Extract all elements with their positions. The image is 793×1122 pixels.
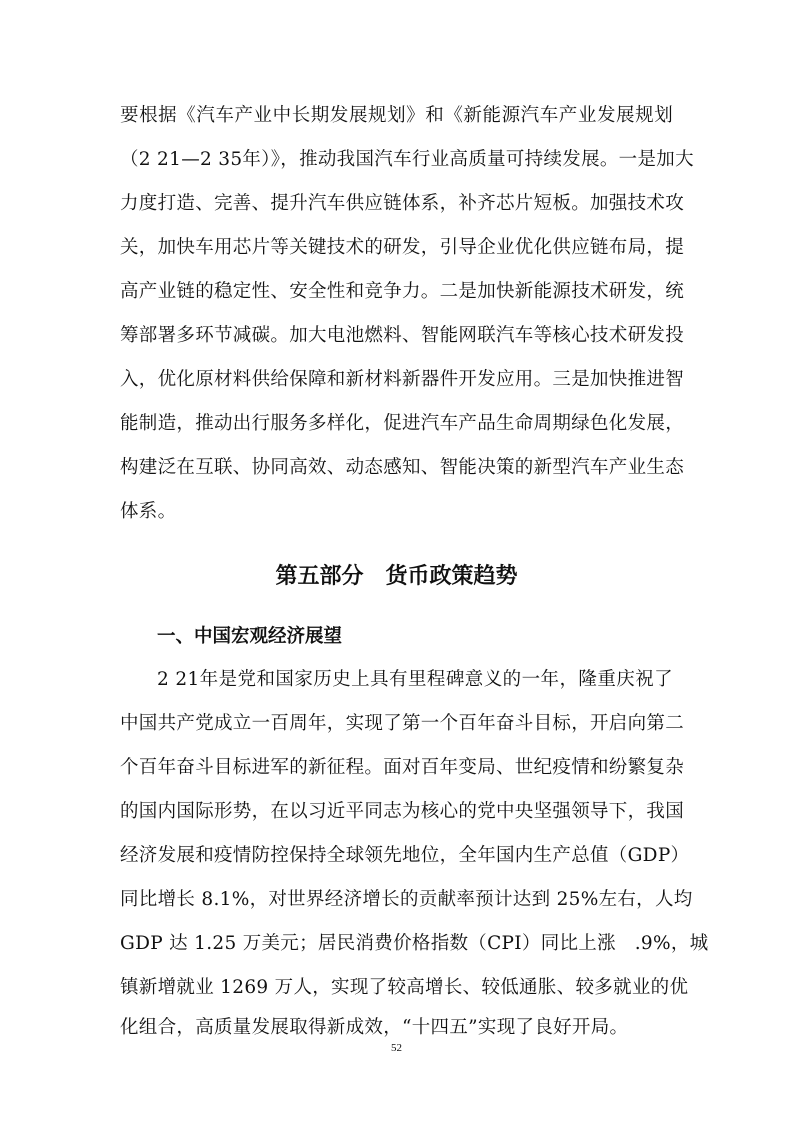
text-line: 镇新增就业 1269 万人，实现了较高增长、较低通胀、较多就业的优 [120,977,689,998]
text-line: 2 21年是党和国家历史上具有里程碑意义的一年，隆重庆祝了 [157,669,673,690]
part-title: 第五部分 货币政策趋势 [275,564,518,589]
text-line: 个百年奋斗目标进军的新征程。面对百年变局、世纪疫情和纷繁复杂 [120,757,685,778]
text-line: 筹部署多环节减碳。加大电池燃料、智能网联汽车等核心技术研发投 [120,325,685,346]
text-line: 构建泛在互联、协同高效、动态感知、智能决策的新型汽车产业生态 [120,457,685,478]
text-line: 体系。 [120,501,177,522]
section-title: 一、中国宏观经济展望 [157,626,343,647]
text-line: 中国共产党成立一百周年，实现了第一个百年奋斗目标，开启向第二 [120,713,685,734]
text-line: 力度打造、完善、提升汽车供应链体系，补齐芯片短板。加强技术攻 [120,193,685,214]
text-line: 化组合，高质量发展取得新成效，“十四五”实现了良好开局。 [120,1017,629,1038]
text-line: 同比增长 8.1%，对世界经济增长的贡献率预计达到 25%左右，人均 [120,889,693,910]
text-line: 的国内国际形势，在以习近平同志为核心的党中央坚强领导下，我国 [120,801,685,822]
text-line: 能制造，推动出行服务多样化，促进汽车产品生命周期绿色化发展， [120,413,685,434]
text-line: 关，加快车用芯片等关键技术的研发，引导企业优化供应链布局，提 [120,237,685,258]
page-number: 52 [391,1042,402,1054]
text-line: GDP 达 1.25 万美元；居民消费价格指数（CPI）同比上涨 .9%，城 [120,933,709,954]
text-line: （2 21—2 35年）》，推动我国汽车行业高质量可持续发展。一是加大 [120,149,694,170]
text-line: 高产业链的稳定性、安全性和竞争力。二是加快新能源技术研发，统 [120,281,685,302]
text-line: 要根据《汽车产业中长期发展规划》和《新能源汽车产业发展规划 [120,105,673,126]
text-line: 入，优化原材料供给保障和新材料新器件开发应用。三是加快推进智 [120,369,685,390]
text-line: 经济发展和疫情防控保持全球领先地位，全年国内生产总值（GDP） [120,845,690,866]
